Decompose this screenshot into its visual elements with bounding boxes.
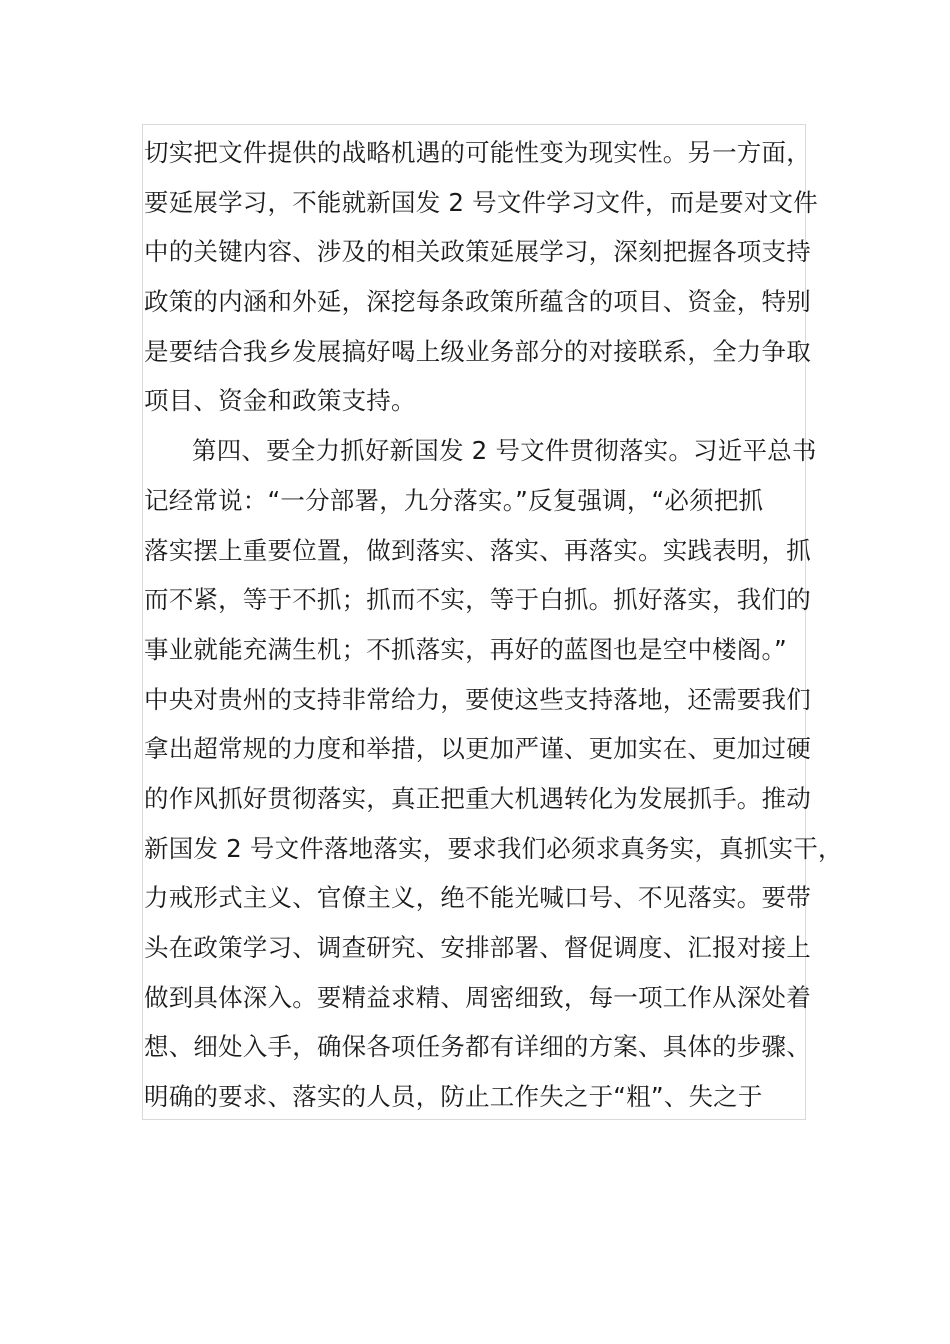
text-line: 要延展学习，不能就新国发 2 号文件学习文件，而是要对文件 (144, 187, 818, 217)
text-line: 而不紧，等于不抓；抓而不实，等于白抓。抓好落实，我们的 (144, 585, 811, 615)
text-line: 事业就能充满生机；不抓落实，再好的蓝图也是空中楼阁。” (144, 634, 787, 664)
text-line: 明确的要求、落实的人员，防止工作失之于“粗”、失之于 (144, 1082, 763, 1112)
text-line: 是要结合我乡发展搞好喝上级业务部分的对接联系，全力争取 (144, 336, 811, 366)
text-line: 拿出超常规的力度和举措，以更加严谨、更加实在、更加过硬 (144, 734, 811, 764)
text-line: 政策的内涵和外延，深挖每条政策所蕴含的项目、资金，特别 (144, 287, 811, 317)
text-line: 做到具体深入。要精益求精、周密细致，每一项工作从深处着 (144, 982, 811, 1012)
paragraph-first-line: 第四、要全力抓好新国发 2 号文件贯彻落实。习近平总书 (192, 436, 817, 466)
text-line: 中央对贵州的支持非常给力，要使这些支持落地，还需要我们 (144, 684, 811, 714)
text-line: 头在政策学习、调查研究、安排部署、督促调度、汇报对接上 (144, 933, 811, 962)
text-line: 落实摆上重要位置，做到落实、落实、再落实。实践表明，抓 (144, 535, 811, 565)
text-line: 记经常说：“一分部署，九分落实。”反复强调，“必须把抓 (144, 485, 764, 515)
text-line: 力戒形式主义、官僚主义，绝不能光喊口号、不见落实。要带 (144, 883, 811, 913)
text-line: 中的关键内容、涉及的相关政策延展学习，深刻把握各项支持 (144, 237, 811, 267)
text-line: 项目、资金和政策支持。 (144, 386, 416, 416)
text-line: 切实把文件提供的战略机遇的可能性变为现实性。另一方面， (144, 138, 811, 167)
text-line: 想、细处入手，确保各项任务都有详细的方案、具体的步骤、 (144, 1032, 811, 1062)
text-line: 的作风抓好贯彻落实，真正把重大机遇转化为发展抓手。推动 (144, 783, 811, 813)
text-line: 新国发 2 号文件落地落实，要求我们必须求真务实，真抓实干， (144, 833, 843, 863)
document-body (144, 128, 843, 1122)
